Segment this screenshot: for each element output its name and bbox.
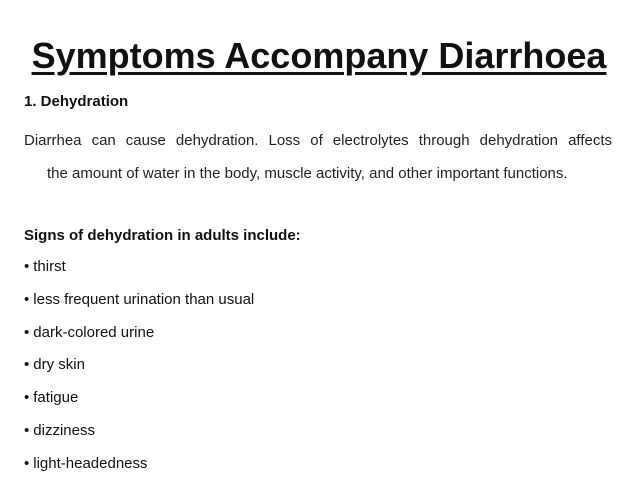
section-heading: 1. Dehydration [24, 93, 129, 110]
list-item [24, 290, 254, 323]
paragraph-first-line: Diarrhea can cause dehydration. Loss of electrolytes through dehydration affects [24, 132, 612, 149]
list-item-text: light-headedness [33, 454, 148, 472]
list-item-text: thirst [33, 258, 66, 275]
paragraph-continuation: the amount of water in the body, muscle activity, and other important functions. [47, 165, 568, 182]
bullet-icon: • [24, 389, 30, 407]
list-item [24, 355, 254, 388]
bullet-icon: • [24, 356, 30, 374]
list-item [24, 454, 254, 487]
list-item [24, 323, 254, 356]
list-item-text: fatigue [33, 389, 79, 407]
slide-title: Symptoms Accompany Diarrhoea [31, 35, 607, 76]
bullet-icon: • [24, 454, 30, 472]
bullet-icon: • [24, 290, 30, 308]
list-item-text: dark-colored urine [33, 323, 155, 341]
list-item [24, 421, 254, 454]
description-paragraph [24, 124, 612, 190]
bullet-icon: • [24, 258, 30, 275]
bullet-icon: • [24, 323, 30, 341]
list-item-text: less frequent urination than usual [33, 290, 255, 308]
symptom-list [24, 257, 254, 487]
signs-heading: Signs of dehydration in adults include: [24, 227, 301, 244]
bullet-icon: • [24, 421, 30, 439]
list-item-text: dizziness [33, 421, 95, 439]
list-item-text: dry skin [33, 356, 85, 374]
list-item [24, 388, 254, 421]
list-item [24, 257, 254, 290]
